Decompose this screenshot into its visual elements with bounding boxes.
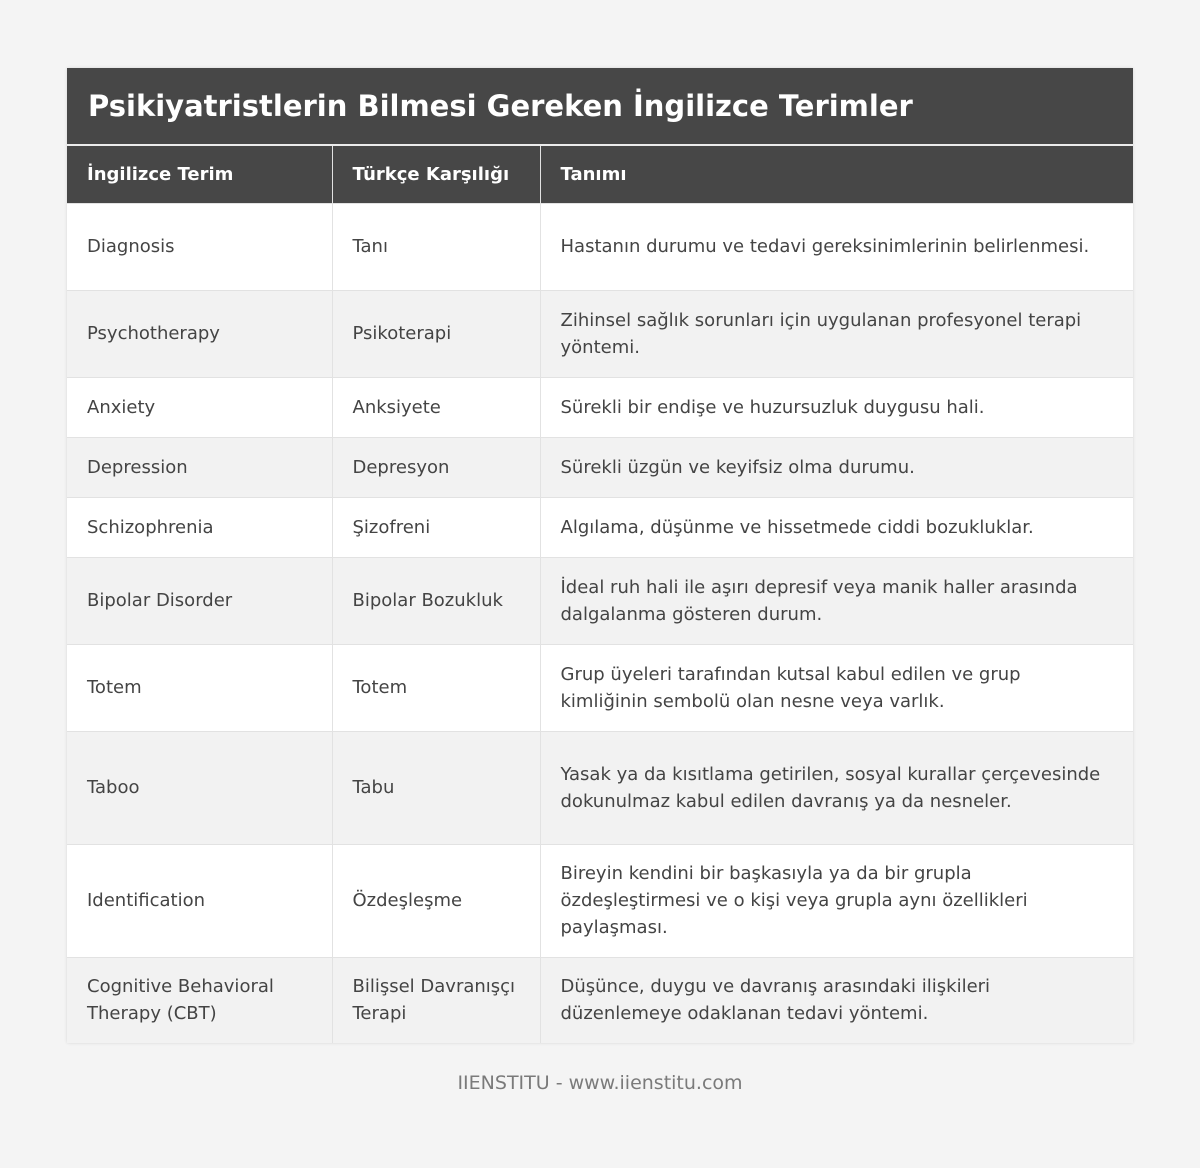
english-term-cell: Taboo: [67, 731, 332, 844]
turkish-term-cell: Tanı: [332, 203, 540, 290]
definition-cell: Hastanın durumu ve tedavi gereksinimlerinin belirlenmesi.: [540, 203, 1133, 290]
english-term-cell: Diagnosis: [67, 203, 332, 290]
header-row: [67, 145, 1133, 203]
turkish-term-cell: Bipolar Bozukluk: [332, 557, 540, 644]
table-row: [67, 644, 1133, 731]
definition-cell: Bireyin kendini bir başkasıyla ya da bir grupla özdeşleştirmesi ve o kişi veya grupla aynı özellikleri paylaşması.: [540, 844, 1133, 957]
table-row: [67, 731, 1133, 844]
turkish-term-cell: Depresyon: [332, 437, 540, 497]
column-header-turkish-equivalent: Türkçe Karşılığı: [332, 145, 540, 203]
table-row: [67, 844, 1133, 957]
turkish-term-cell: Özdeşleşme: [332, 844, 540, 957]
english-term-cell: Psychotherapy: [67, 290, 332, 377]
table-row: [67, 437, 1133, 497]
turkish-term-cell: Totem: [332, 644, 540, 731]
english-term-cell: Totem: [67, 644, 332, 731]
table-row: [67, 377, 1133, 437]
turkish-term-cell: Psikoterapi: [332, 290, 540, 377]
table-row: [67, 290, 1133, 377]
column-header-definition: Tanımı: [540, 145, 1133, 203]
definition-cell: Zihinsel sağlık sorunları için uygulanan profesyonel terapi yöntemi.: [540, 290, 1133, 377]
table-row: [67, 557, 1133, 644]
definition-cell: Yasak ya da kısıtlama getirilen, sosyal kurallar çerçevesinde dokunulmaz kabul edilen davranış ya da nesneler.: [540, 731, 1133, 844]
terms-card: [67, 68, 1133, 1043]
definition-cell: Grup üyeleri tarafından kutsal kabul edilen ve grup kimliğinin sembolü olan nesne veya varlık.: [540, 644, 1133, 731]
table-row: [67, 203, 1133, 290]
terms-table: [67, 144, 1133, 1043]
table-title: Psikiyatristlerin Bilmesi Gereken İngilizce Terimler: [67, 68, 1133, 144]
turkish-term-cell: Anksiyete: [332, 377, 540, 437]
table-row: [67, 957, 1133, 1043]
definition-cell: Algılama, düşünme ve hissetmede ciddi bozukluklar.: [540, 497, 1133, 557]
definition-cell: Sürekli bir endişe ve huzursuzluk duygusu hali.: [540, 377, 1133, 437]
definition-cell: İdeal ruh hali ile aşırı depresif veya manik haller arasında dalgalanma gösteren durum.: [540, 557, 1133, 644]
definition-cell: Sürekli üzgün ve keyifsiz olma durumu.: [540, 437, 1133, 497]
footer-credit: IIENSTITU - www.iienstitu.com: [457, 1072, 743, 1094]
definition-cell: Düşünce, duygu ve davranış arasındaki ilişkileri düzenlemeye odaklanan tedavi yöntemi.: [540, 957, 1133, 1043]
english-term-cell: Schizophrenia: [67, 497, 332, 557]
english-term-cell: Bipolar Disorder: [67, 557, 332, 644]
turkish-term-cell: Tabu: [332, 731, 540, 844]
turkish-term-cell: Şizofreni: [332, 497, 540, 557]
english-term-cell: Cognitive Behavioral Therapy (CBT): [67, 957, 332, 1043]
english-term-cell: Anxiety: [67, 377, 332, 437]
turkish-term-cell: Bilişsel Davranışçı Terapi: [332, 957, 540, 1043]
column-header-english-term: İngilizce Terim: [67, 145, 332, 203]
table-row: [67, 497, 1133, 557]
english-term-cell: Identification: [67, 844, 332, 957]
english-term-cell: Depression: [67, 437, 332, 497]
